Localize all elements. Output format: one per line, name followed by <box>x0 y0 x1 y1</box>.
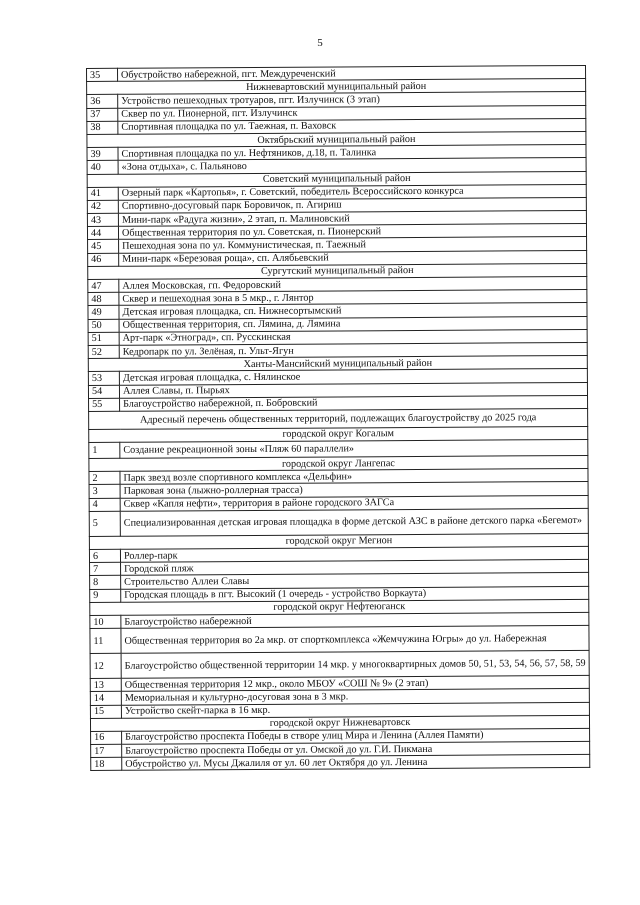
row-number: 53 <box>88 372 119 385</box>
district-name: городской округ Мегион <box>89 533 588 549</box>
territory-name: Обустройство набережной, пгт. Междуреченский <box>118 65 586 81</box>
district-name: городской округ Нижневартовск <box>90 715 589 731</box>
territory-name: Специализированная детская игровая площадка в форме детской АЗС в районе детского парка «Бегемот» <box>120 508 588 536</box>
row-number: 4 <box>89 498 120 511</box>
row-number: 13 <box>90 678 121 691</box>
row-number: 44 <box>87 227 118 240</box>
territory-name: Создание рекреационной зоны «Пляж 60 параллели» <box>120 440 588 459</box>
row-number: 9 <box>90 589 121 602</box>
territory-name: Благоустройство набережной, п. Бобровский <box>120 395 588 411</box>
territory-name: Устройство скейт-парка в 16 мкр. <box>121 702 589 718</box>
row-number: 11 <box>90 628 121 653</box>
row-number: 5 <box>89 511 120 536</box>
district-name: Советский муниципальный район <box>87 171 586 187</box>
row-number: 40 <box>87 161 118 174</box>
territory-name: Парковая зона (лыжно-роллерная трасса) <box>120 482 588 498</box>
district-name: городской округ Нефтеюганск <box>90 599 589 615</box>
row-number: 15 <box>90 705 121 718</box>
district-name: Нижневартовский муниципальный район <box>87 79 586 95</box>
territory-name: Сквер и пешеходная зона в 5 мкр., г. Лянтор <box>119 290 587 306</box>
row-number: 43 <box>87 213 118 226</box>
row-number: 37 <box>87 108 118 121</box>
territory-name: Озерный парк «Картопья», г. Советский, победитель Всероссийского конкурса <box>118 184 586 200</box>
territory-name: Кедропарк по ул. Зелёная, п. Ульт-Ягун <box>119 342 587 358</box>
row-number: 45 <box>88 240 119 253</box>
territory-name: Спортивная площадка по ул. Нефтяников, д.18, п. Талинка <box>118 145 586 161</box>
row-number: 10 <box>90 615 121 628</box>
territory-name: Детская игровая площадка, с. Нялинское <box>119 369 587 385</box>
row-number: 41 <box>87 187 118 200</box>
district-name: городской округ Лангепас <box>89 456 588 472</box>
territory-name: Спортивная площадка по ул. Таежная, п. Ваховск <box>118 118 586 134</box>
territory-name: Роллер-парк <box>120 546 588 562</box>
territory-name: Устройство пешеходных тротуаров, пгт. Излучинск (3 этап) <box>118 92 586 108</box>
table-row <box>91 755 590 771</box>
territory-name: Спортивно-досуговый парк Боровичок, п. Агириш <box>118 197 586 213</box>
district-name: Октябрьский муниципальный район <box>87 131 586 147</box>
territory-name: Благоустройство общественной территории 14 мкр. у многоквартирных домов 50, 51, 53, 54, 56, 57, 58, 59 <box>121 651 589 679</box>
territory-name: Обустройство ул. Мусы Джалиля от ул. 60 лет Октября до ул. Ленина <box>122 755 590 771</box>
territory-name: Общественная территория 12 мкр., около МБОУ «СОШ № 9» (2 этап) <box>121 676 589 692</box>
territory-list-table <box>86 65 590 771</box>
row-number: 51 <box>88 332 119 345</box>
row-number: 14 <box>90 692 121 705</box>
territory-name: Парк звезд возле спортивного комплекса «Дельфин» <box>120 469 588 485</box>
row-number: 42 <box>87 200 118 213</box>
territory-name: Мини-парк «Березовая роща», сп. Алябьевский <box>119 250 587 266</box>
territory-name: Городской пляж <box>121 560 589 576</box>
row-number: 16 <box>91 731 122 744</box>
table-row <box>90 651 589 679</box>
row-number: 1 <box>89 442 120 458</box>
district-name: Сургутский муниципальный район <box>88 263 587 279</box>
territory-name: «Зона отдыха», с. Пальяново <box>118 158 586 174</box>
territory-name: Благоустройство набережной <box>121 612 589 628</box>
row-number: 47 <box>88 279 119 292</box>
territory-name: Арт-парк «Этноград», сп. Русскинская <box>119 329 587 345</box>
row-number: 3 <box>89 485 120 498</box>
territory-name: Благоустройство проспекта Победы в створе улиц Мира и Ленина (Аллея Памяти) <box>122 728 590 744</box>
row-number: 8 <box>90 576 121 589</box>
territory-name: Строительство Аллеи Славы <box>121 573 589 589</box>
row-number: 18 <box>91 758 122 771</box>
territory-name: Мини-парк «Радуга жизни», 2 этап, п. Малиновский <box>118 211 586 227</box>
territory-name: Общественная территория по ул. Советская, п. Пионерский <box>118 224 586 240</box>
row-number: 12 <box>90 653 121 678</box>
territory-name: Аллея Славы, п. Пырьях <box>119 382 587 398</box>
table-body <box>87 65 590 770</box>
territory-name: Общественная территория, сп. Лямина, д. Лямина <box>119 316 587 332</box>
territory-name: Пешеходная зона по ул. Коммунистическая, п. Таежный <box>119 237 587 253</box>
territory-name: Сквер по ул. Пионерной, пгт. Излучинск <box>118 105 586 121</box>
territory-name: Благоустройство проспекта Победы от ул. Омской до ул. Г.И. Пикмана <box>122 741 590 757</box>
row-number: 55 <box>89 398 120 411</box>
row-number: 35 <box>87 68 118 81</box>
row-number: 39 <box>87 147 118 160</box>
row-number: 6 <box>89 549 120 562</box>
territory-name: Общественная территория во 2а мкр. от спорткомплекса «Жемчужина Югры» до ул. Набережная <box>121 626 589 654</box>
territory-name: Мемориальная и культурно-досуговая зона в 3 мкр. <box>121 689 589 705</box>
row-number: 48 <box>88 292 119 305</box>
territory-name: Детская игровая площадка, сп. Нижнесортымский <box>119 303 587 319</box>
list-heading: Адресный перечень общественных территорий, подлежащих благоустройству до 2025 года <box>89 408 588 429</box>
row-number: 38 <box>87 121 118 134</box>
table-row <box>90 626 589 654</box>
row-number: 17 <box>91 744 122 757</box>
territory-name: Городская площадь в пгт. Высокий (1 очередь - устройство Воркаута) <box>121 586 589 602</box>
row-number: 52 <box>88 345 119 358</box>
row-number: 54 <box>88 385 119 398</box>
territory-name: Аллея Московская, гп. Федоровский <box>119 276 587 292</box>
page-number: 5 <box>317 37 323 49</box>
district-name: городской округ Когалым <box>89 426 588 442</box>
row-number: 7 <box>90 562 121 575</box>
row-number: 46 <box>88 253 119 266</box>
row-number: 50 <box>88 319 119 332</box>
territory-name: Сквер «Капля нефти», территория в районе городского ЗАГСа <box>120 495 588 511</box>
table-row <box>89 508 588 536</box>
row-number: 36 <box>87 95 118 108</box>
row-number: 49 <box>88 306 119 319</box>
district-name: Ханты-Мансийский муниципальный район <box>88 356 587 372</box>
row-number: 2 <box>89 472 120 485</box>
